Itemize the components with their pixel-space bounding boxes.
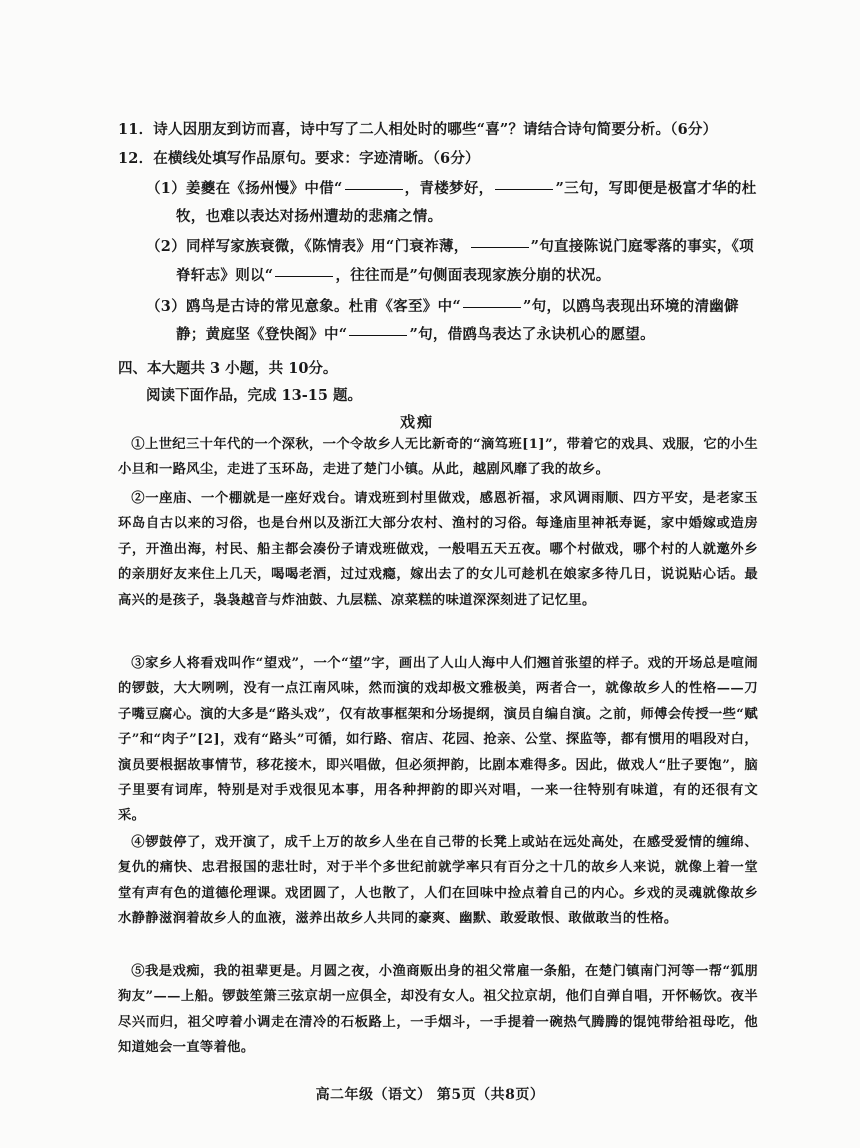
- question-12: 12．在横线处填写作品原句。要求：字迹清晰。（6分）: [118, 150, 480, 167]
- question-12-1-line1: （1）姜夔在《扬州慢》中借“ ，青楼梦好， ”三句，写即便是极富才华的杜: [146, 180, 757, 197]
- article-paragraph-3: ③家乡人将看戏叫作“望戏”，一个“望”字，画出了人山人海中人们翘首张望的样子。戏的开场总是喧闹的锣鼓，大大咧咧，没有一点江南风味，然而演的戏却极文雅极美，两者合一，就像故乡人的性格——刀子嘴豆腐心。演的大多是“路头戏”，仅有故事框架和分场提纲，演员自编自演。之前，师傅会传授一些“赋子”和“肉子”[2]，戏有“路头”可循，如行路、宿店、花园、抢亲、公堂、探监等，都有惯用的唱段对白，演员要根据故事情节，移花接木，即兴唱做，但必须押韵，比剧本难得多。因此，做戏人“肚子要饱”，脑子里要有词库，特别是对手戏很见本事，用各种押韵的即兴对唱，一来一往特别有味道，有的还很有文采。: [118, 656, 758, 824]
- answer-blank[interactable]: [345, 188, 403, 190]
- article-paragraph-5: ⑤我是戏痴，我的祖辈更是。月圆之夜，小渔商贩出身的祖父常雇一条船，在楚门镇南门河等一帮“狐朋狗友”——上船。锣鼓笙箫三弦京胡一应俱全，却没有女人。祖父拉京胡，他们自弹自唱，开怀畅饮。夜半尽兴而归，祖父哼着小调走在清冷的石板路上，一手烟斗，一手提着一碗热气腾腾的馄饨带给祖母吃，他知道她会一直等着他。: [118, 964, 758, 1056]
- answer-blank[interactable]: [471, 246, 529, 248]
- article-title: 戏痴: [400, 413, 435, 431]
- question-12-3-line1: （3）鸥鸟是古诗的常见意象。杜甫《客至》中“ ”句，以鸥鸟表现出环境的清幽僻: [146, 298, 739, 315]
- answer-blank[interactable]: [275, 275, 333, 277]
- article-paragraph-4: ④锣鼓停了，戏开演了，成千上万的故乡人坐在自己带的长凳上或站在远处高处，在感受爱情的缠绵、复仇的痛快、忠君报国的悲壮时，对于半个多世纪前就学率只有百分之十几的故乡人来说，就像上着一堂堂有声有色的道德伦理课。戏团圆了，人也散了，人们在回味中捡点着自己的内心。乡戏的灵魂就像故乡水静静滋润着故乡人的血液，滋养出故乡人共同的豪爽、幽默、敢爱敢恨、敢做敢当的性格。: [118, 835, 758, 927]
- section-heading: 四、本大题共 3 小题，共 10分。: [118, 360, 338, 377]
- article-paragraph-1: ①上世纪三十年代的一个深秋，一个令故乡人无比新奇的“滴笃班[1]”，带着它的戏具、戏服，它的小生小旦和一路风尘，走进了玉环岛，走进了楚门小镇。从此，越剧风靡了我的故乡。: [118, 437, 758, 478]
- answer-blank[interactable]: [349, 334, 407, 336]
- question-12-1-line2: 牧，也难以表达对扬州遭劫的悲痛之情。: [176, 208, 443, 225]
- section-instruction: 阅读下面作品，完成 13-15 题。: [146, 387, 362, 404]
- question-12-3-line2: 静；黄庭坚《登快阁》中“ ”句，借鸥鸟表达了永诀机心的愿望。: [176, 326, 655, 343]
- article-paragraph-2: ②一座庙、一个棚就是一座好戏台。请戏班到村里做戏，感恩祈福，求风调雨顺、四方平安，是老家玉环岛自古以来的习俗，也是台州以及浙江大部分农村、渔村的习俗。每逢庙里神祇寿诞，家中婚嫁或造房子，开渔出海，村民、船主都会凑份子请戏班做戏，一般唱五天五夜。哪个村做戏，哪个村的人就邀外乡的亲朋好友来住上几天，喝喝老酒，过过戏瘾，嫁出去了的女儿可趁机在娘家多待几日，说说贴心话。最高兴的是孩子，袅袅越音与炸油鼓、九层糕、凉菜糕的味道深深刻进了记忆里。: [118, 491, 758, 608]
- page-footer: 高二年级（语文） 第5页（共8页）: [315, 1087, 545, 1103]
- answer-blank[interactable]: [463, 306, 521, 308]
- question-12-2-line1: （2）同样写家族衰微，《陈情表》用“门衰祚薄， ”句直接陈说门庭零落的事实，《项: [146, 238, 754, 255]
- question-12-2-line2: 脊轩志》则以“ ，往往而是”句侧面表现家族分崩的状况。: [176, 267, 611, 284]
- answer-blank[interactable]: [495, 188, 553, 190]
- question-11: 11．诗人因朋友到访而喜，诗中写了二人相处时的哪些“喜”？请结合诗句简要分析。（6分）: [118, 121, 718, 138]
